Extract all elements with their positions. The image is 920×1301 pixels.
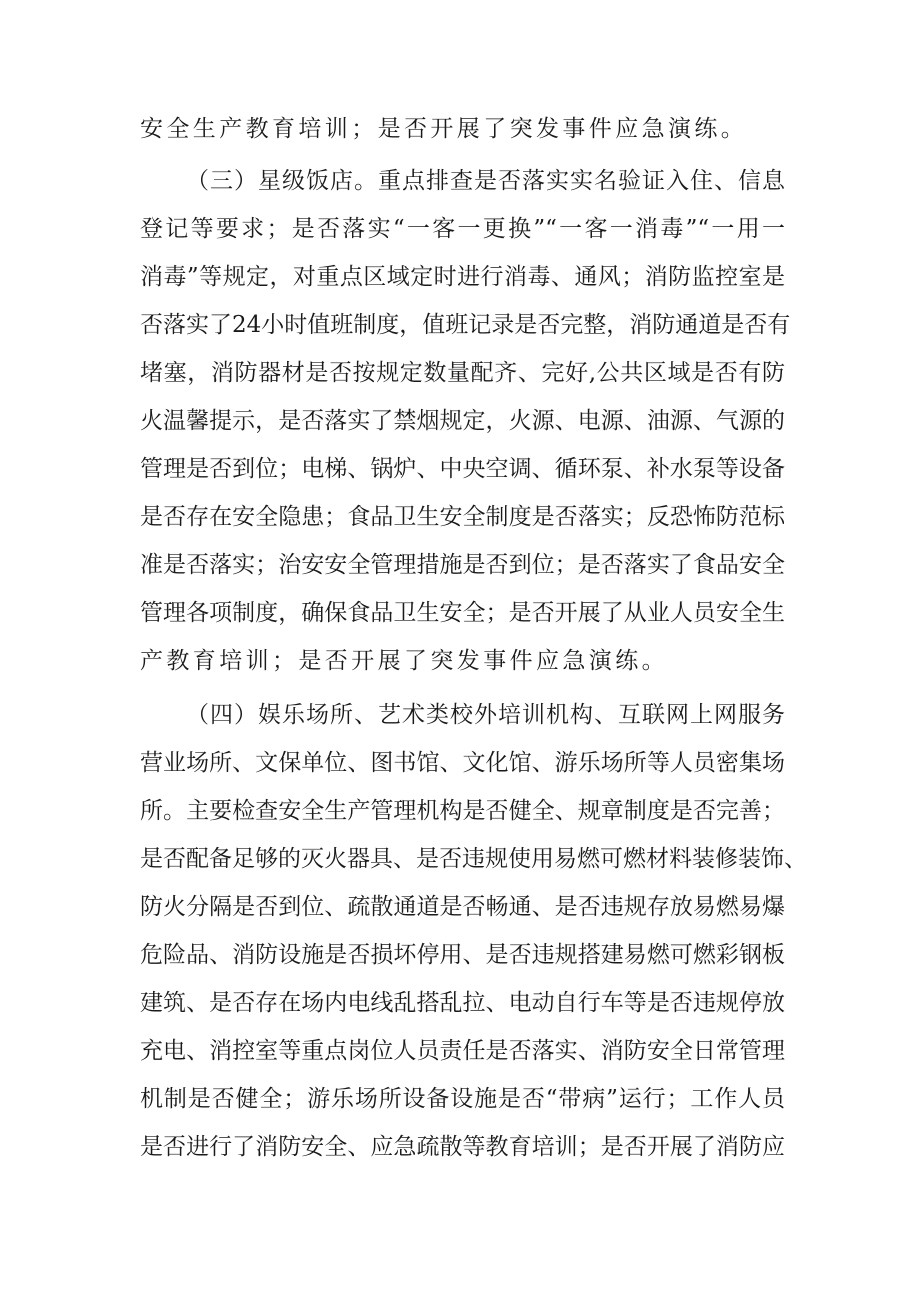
paragraph-line: （四）娱乐场所、艺术类校外培训机构、互联网上网服务: [186, 702, 785, 728]
paragraph-line: 营业场所、文保单位、图书馆、文化馆、游乐场所等人员密集场: [140, 750, 785, 776]
paragraph-line: 登记等要求；是否落实“一客一更换”“一客一消毒”“一用一: [140, 216, 785, 242]
paragraph-line: 是否存在安全隐患；食品卫生安全制度是否落实；反恐怖防范标: [140, 504, 785, 530]
paragraph-line: 消毒”等规定，对重点区域定时进行消毒、通风；消防监控室是: [140, 264, 785, 290]
paragraph-line: （三）星级饭店。重点排查是否落实实名验证入住、信息: [186, 168, 785, 194]
paragraph-line: 火温馨提示，是否落实了禁烟规定，火源、电源、油源、气源的: [140, 408, 785, 434]
paragraph-line: 产教育培训；是否开展了突发事件应急演练。: [140, 648, 668, 674]
paragraph-line: 充电、消控室等重点岗位人员责任是否落实、消防安全日常管理: [140, 1038, 785, 1064]
paragraph-line: 建筑、是否存在场内电线乱搭乱拉、电动自行车等是否违规停放: [140, 990, 785, 1016]
paragraph-line: 安全生产教育培训；是否开展了突发事件应急演练。: [140, 116, 748, 142]
paragraph-line: 否落实了24小时值班制度，值班记录是否完整，消防通道是否有: [140, 312, 791, 338]
paragraph-line: 危险品、消防设施是否损坏停用、是否违规搭建易燃可燃彩钢板: [140, 942, 785, 968]
paragraph-line: 机制是否健全；游乐场所设备设施是否“带病”运行；工作人员: [140, 1086, 785, 1112]
paragraph-line: 所。主要检查安全生产管理机构是否健全、规章制度是否完善；: [140, 798, 785, 824]
paragraph-line: 准是否落实；治安安全管理措施是否到位；是否落实了食品安全: [140, 552, 785, 578]
paragraph-line: 防火分隔是否到位、疏散通道是否畅通、是否违规存放易燃易爆: [140, 894, 785, 920]
paragraph-line: 管理是否到位；电梯、锅炉、中央空调、循环泵、补水泵等设备: [140, 456, 785, 482]
paragraph-line: 堵塞，消防器材是否按规定数量配齐、完好,公共区域是否有防: [140, 360, 785, 386]
paragraph-line: 是否进行了消防安全、应急疏散等教育培训；是否开展了消防应: [140, 1134, 785, 1160]
paragraph-line: 管理各项制度，确保食品卫生安全；是否开展了从业人员安全生: [140, 600, 785, 626]
paragraph-line: 是否配备足够的灭火器具、是否违规使用易燃可燃材料装修装饰、: [140, 846, 807, 872]
